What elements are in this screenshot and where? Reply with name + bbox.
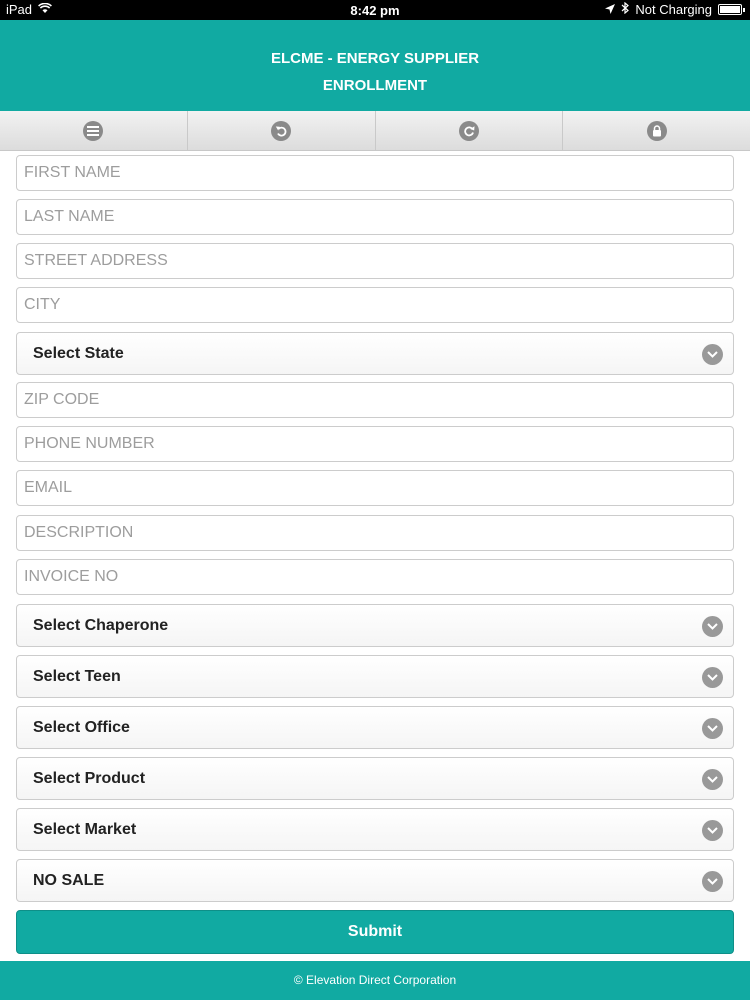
first-name-input[interactable]	[17, 156, 733, 190]
chaperone-select[interactable]	[16, 604, 734, 647]
page-subtitle: ENROLLMENT	[322, 77, 428, 94]
chevron-down-icon	[702, 820, 723, 841]
state-select[interactable]	[16, 332, 734, 375]
lock-button[interactable]	[563, 111, 750, 150]
chevron-down-icon	[702, 871, 723, 892]
chevron-down-icon	[702, 667, 723, 688]
battery-icon	[718, 4, 742, 15]
city-field[interactable]	[16, 287, 734, 323]
charging-status: Not Charging	[635, 2, 712, 17]
chevron-down-icon	[702, 616, 723, 637]
last-name-input[interactable]	[17, 200, 733, 234]
chaperone-select-label: Select Chaperone	[33, 616, 169, 634]
bluetooth-icon	[621, 2, 629, 17]
market-select[interactable]	[16, 808, 734, 851]
email-input[interactable]	[17, 471, 733, 505]
app-header	[0, 20, 750, 111]
status-bar	[0, 0, 750, 20]
location-icon	[605, 2, 615, 17]
office-select[interactable]	[16, 706, 734, 749]
phone-number-input[interactable]	[17, 427, 733, 461]
street-address-input[interactable]	[17, 244, 733, 278]
chevron-down-icon	[702, 344, 723, 365]
chevron-down-icon	[702, 769, 723, 790]
last-name-field[interactable]	[16, 199, 734, 235]
product-select[interactable]	[16, 757, 734, 800]
sale-status-select[interactable]	[16, 859, 734, 902]
status-time: 8:42 pm	[350, 3, 400, 18]
street-address-field[interactable]	[16, 243, 734, 279]
market-select-label: Select Market	[33, 820, 137, 838]
lock-icon	[647, 121, 667, 141]
footer-copyright: © Elevation Direct Corporation	[0, 961, 750, 1000]
state-select-label: Select State	[33, 344, 124, 362]
first-name-field[interactable]	[16, 155, 734, 191]
undo-button[interactable]	[188, 111, 376, 150]
product-select-label: Select Product	[33, 769, 146, 787]
device-label: iPad	[6, 2, 33, 17]
teen-select[interactable]	[16, 655, 734, 698]
page-title: ELCME - ENERGY SUPPLIER	[270, 50, 480, 67]
teen-select-label: Select Teen	[33, 667, 121, 685]
submit-button[interactable]: Submit	[16, 910, 734, 954]
email-field[interactable]	[16, 470, 734, 506]
menu-icon	[83, 121, 103, 141]
refresh-button[interactable]	[376, 111, 564, 150]
description-field[interactable]	[16, 515, 734, 551]
description-input[interactable]	[17, 516, 733, 550]
chevron-down-icon	[702, 718, 723, 739]
invoice-no-field[interactable]	[16, 559, 734, 595]
undo-icon	[271, 121, 291, 141]
invoice-no-input[interactable]	[17, 560, 733, 594]
toolbar	[0, 111, 750, 151]
office-select-label: Select Office	[33, 718, 130, 736]
city-input[interactable]	[17, 288, 733, 322]
zip-code-field[interactable]	[16, 382, 734, 418]
sale-status-select-label: NO SALE	[33, 871, 105, 889]
zip-code-input[interactable]	[17, 383, 733, 417]
phone-number-field[interactable]	[16, 426, 734, 462]
refresh-icon	[459, 121, 479, 141]
menu-button[interactable]	[0, 111, 188, 150]
